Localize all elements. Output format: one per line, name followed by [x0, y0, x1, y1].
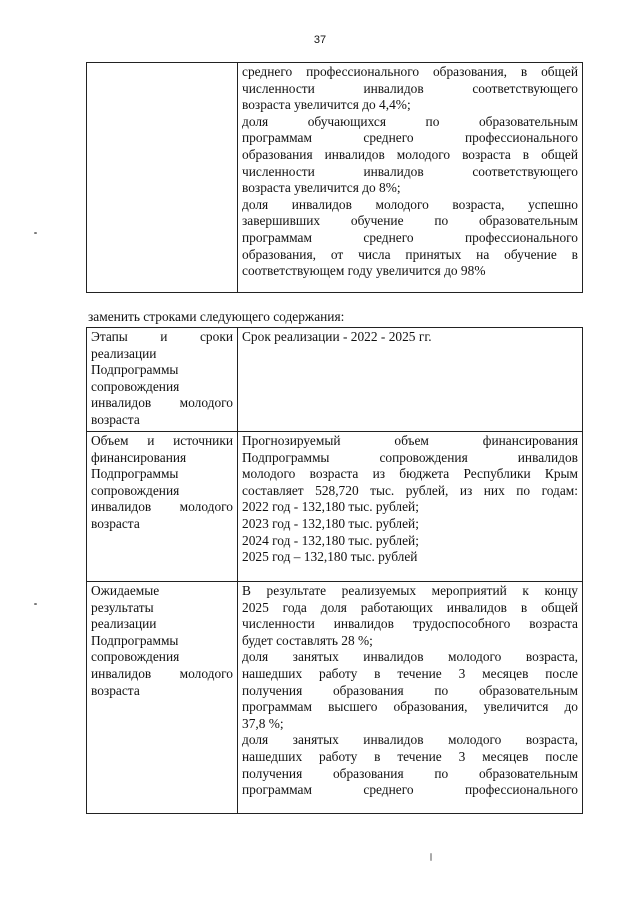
text-line: сопровождения: [91, 378, 180, 394]
text-line: возраста увеличится до 4,4%;: [242, 97, 411, 113]
text-line: Подпрограммы: [91, 632, 179, 648]
table-cell-label: [87, 328, 238, 432]
text-line: 2025 года доля работающих инвалидов в общей: [242, 599, 578, 615]
text-line: реализации: [91, 616, 157, 632]
intro-text: заменить строками следующего содержания:: [88, 309, 345, 324]
table-cell-content: [238, 582, 583, 814]
table-row: [87, 582, 583, 814]
text-line: возраста увеличится до 8%;: [242, 180, 401, 196]
text-line: инвалидов молодого: [91, 395, 233, 411]
text-line: В результате реализуемых мероприятий к концу: [242, 583, 578, 598]
text-line: завершивших обучение по образовательным: [242, 213, 578, 229]
text-line: Этапы и сроки: [91, 329, 233, 344]
table-row: [87, 63, 583, 293]
table-cell-content: [238, 63, 583, 293]
text-line: возраста: [91, 682, 140, 698]
text-line: соответствующем году увеличится до 98%: [242, 263, 486, 279]
text-line: доля инвалидов молодого возраста, успешно: [242, 196, 578, 212]
table-row: [87, 432, 583, 582]
table-row: [87, 328, 583, 432]
text-line: Объем и источники: [91, 433, 233, 448]
text-line: среднего профессионального образования, в общей: [242, 64, 578, 79]
scan-speck: [430, 853, 432, 861]
table-replacement: [86, 327, 583, 814]
text-line: Подпрограммы сопровождения инвалидов: [242, 449, 578, 465]
text-line: программам среднего профессионального: [242, 229, 578, 245]
table-cell-label: [87, 582, 238, 814]
text-line: численности инвалидов соответствующего: [242, 80, 578, 96]
text-line: результаты: [91, 599, 154, 615]
table-cell-label: [87, 432, 238, 582]
text-line: численности инвалидов соответствующего: [242, 163, 578, 179]
text-line: нашедших работу в течение 3 месяцев после: [242, 748, 578, 764]
text-line: возраста: [91, 515, 140, 531]
table-cell-label: [87, 63, 238, 293]
text-line: доля обучающихся по образовательным: [242, 113, 578, 129]
text-line: нашедших работу в течение 3 месяцев после: [242, 665, 578, 681]
text-line: 2025 год – 132,180 тыс. рублей: [242, 549, 418, 565]
table-continuation: [86, 62, 583, 293]
text-line: образования инвалидов молодого возраста в общей: [242, 146, 578, 162]
text-line: доля занятых инвалидов молодого возраста,: [242, 732, 578, 748]
text-line: 2024 год - 132,180 тыс. рублей;: [242, 532, 419, 548]
text-line: численности инвалидов трудоспособного возраста: [242, 616, 578, 632]
table-cell-content: [238, 328, 583, 432]
text-line: инвалидов молодого: [91, 499, 233, 515]
text-line: Прогнозируемый объем финансирования: [242, 433, 578, 448]
text-line: молодого возраста из бюджета Республики Крым: [242, 466, 578, 482]
text-line: программам высшего образования, увеличится до: [242, 699, 578, 715]
text-line: образования, от числа принятых на обучение в: [242, 246, 578, 262]
table-cell-content: [238, 432, 583, 582]
scan-speck: [34, 232, 37, 234]
text-line: сопровождения: [91, 482, 180, 498]
scan-speck: [34, 603, 37, 605]
text-line: получения образования по образовательным: [242, 765, 578, 781]
text-line: 2023 год - 132,180 тыс. рублей;: [242, 515, 419, 531]
text-line: составляет 528,720 тыс. рублей, из них по годам:: [242, 482, 578, 498]
text-line: сопровождения: [91, 649, 180, 665]
text-line: программам среднего профессионального: [242, 782, 578, 798]
page-number: 37: [313, 34, 327, 46]
text-line: Срок реализации - 2022 - 2025 гг.: [242, 329, 432, 344]
text-line: 2022 год - 132,180 тыс. рублей;: [242, 499, 419, 515]
text-line: программам среднего профессионального: [242, 130, 578, 146]
text-line: доля занятых инвалидов молодого возраста,: [242, 649, 578, 665]
text-line: инвалидов молодого: [91, 665, 233, 681]
text-line: будет составлять 28 %;: [242, 632, 373, 648]
text-line: реализации: [91, 345, 157, 361]
text-line: 37,8 %;: [242, 715, 284, 731]
text-line: получения образования по образовательным: [242, 682, 578, 698]
text-line: возраста: [91, 411, 140, 427]
text-line: финансирования: [91, 449, 187, 465]
text-line: Ожидаемые: [91, 583, 160, 598]
text-line: Подпрограммы: [91, 362, 179, 378]
text-line: Подпрограммы: [91, 466, 179, 482]
